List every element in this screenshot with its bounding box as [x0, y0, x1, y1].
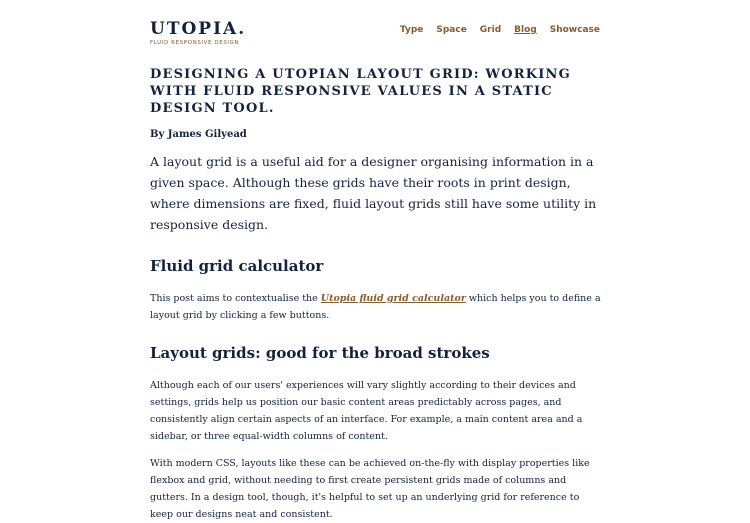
nav-link-showcase[interactable]: Showcase: [549, 25, 600, 35]
byline: By James Gilyead: [150, 129, 247, 140]
article: [150, 66, 602, 523]
text-span: which helps you to define a layout grid by clicking a few buttons.: [150, 293, 601, 321]
brand[interactable]: [150, 20, 246, 46]
section-heading-layout-grids: Layout grids: good for the broad strokes: [150, 344, 490, 362]
utopia-fluid-grid-calculator-link[interactable]: Utopia fluid grid calculator: [320, 293, 466, 304]
site-logo[interactable]: UTOPIA.: [150, 19, 247, 39]
paragraph-layout-grids-1: Although each of our users' experiences will vary slightly according to their devices and settings, grids help us position our basic content areas predictably across pages, and consistently align certain aspects of an interface. For example, a main content area and a sidebar, or three equal-width columns of content.: [150, 380, 583, 442]
site-tagline: FLUID RESPONSIVE DESIGN: [150, 40, 240, 46]
lead-paragraph: A layout grid is a useful aid for a designer organising information in a given space. Although these grids have their roots in print design, where dimensions are fixed, fluid layout grids still have some utility in responsive design.: [150, 154, 597, 232]
nav-link-grid[interactable]: Grid: [479, 25, 502, 35]
paragraph-layout-grids-2: With modern CSS, layouts like these can be achieved on-the-fly with display properties like flexbox and grid, without needing to first create persistent grids made of columns and gutters. In a design tool, though, it's helpful to set up an underlying grid for reference to keep our designs neat and consistent.: [150, 458, 590, 520]
text-span: This post aims to contextualise the: [150, 293, 321, 304]
main-nav: [400, 25, 600, 35]
nav-link-space[interactable]: Space: [436, 25, 467, 35]
paragraph-calculator-intro: [150, 290, 602, 324]
nav-link-blog[interactable]: Blog: [514, 25, 537, 35]
site-header: [150, 20, 600, 44]
post-title: DESIGNING A UTOPIAN LAYOUT GRID: WORKING WITH FLUID RESPONSIVE VALUES IN A STATIC DESIGN TOOL.: [150, 67, 571, 116]
section-heading-fluid-grid-calculator: Fluid grid calculator: [150, 257, 324, 275]
nav-link-type[interactable]: Type: [399, 25, 424, 35]
